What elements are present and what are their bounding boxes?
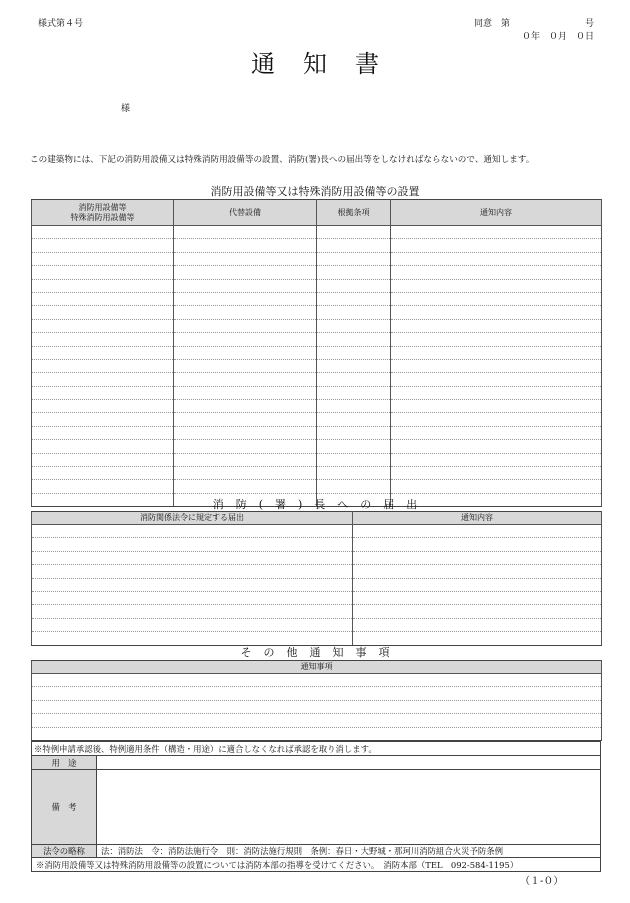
section3-title: その他通知事項	[240, 646, 402, 659]
usage-field[interactable]	[96, 755, 600, 769]
table-row	[32, 467, 602, 480]
table-cell[interactable]	[391, 426, 602, 439]
table-cell[interactable]	[317, 306, 391, 319]
table-cell[interactable]	[32, 239, 174, 252]
table-cell[interactable]	[391, 373, 602, 386]
table-cell[interactable]	[391, 292, 602, 305]
table-cell[interactable]	[391, 346, 602, 359]
table-cell[interactable]	[391, 413, 602, 426]
col-header-notification: 消防関係法令に規定する届出	[32, 512, 353, 525]
col-header-equipment: 消防用設備等 特殊消防用設備等	[32, 200, 174, 226]
table-cell[interactable]	[317, 333, 391, 346]
table-row	[32, 578, 602, 591]
col-header-alternative: 代替設備	[174, 200, 317, 226]
table-cell[interactable]	[174, 333, 317, 346]
table-row	[32, 266, 602, 279]
table-cell[interactable]	[391, 266, 602, 279]
table-row	[32, 333, 602, 346]
table-cell[interactable]	[391, 386, 602, 399]
abbrev-text: 法：消防法 令：消防法施行令 則：消防法施行規則 条例：春日・大野城・那珂川消防組合火災予防条例	[96, 844, 600, 857]
table-cell[interactable]	[353, 578, 602, 591]
table-cell[interactable]	[317, 346, 391, 359]
table-cell[interactable]	[317, 239, 391, 252]
table-cell[interactable]	[32, 386, 174, 399]
table-cell[interactable]	[353, 618, 602, 631]
table-cell[interactable]	[32, 467, 174, 480]
table-row	[32, 386, 602, 399]
special-approval-note: ※特例申請承認後、特例適用条件（構造・用途）に適合しなくなれば承認を取り消します。	[34, 743, 377, 754]
table-cell[interactable]	[353, 632, 602, 645]
table-row	[32, 373, 602, 386]
guidance-text: ※消防用設備等又は特殊消防用設備等の設置については消防本部の指導を受けてください。 消防本部（TEL 092-584-1195）	[32, 857, 600, 871]
equipment-table	[31, 199, 602, 507]
table-row	[32, 591, 602, 604]
remarks-label: 備 考	[32, 769, 96, 844]
table-cell[interactable]	[32, 551, 353, 564]
table-row	[32, 538, 602, 551]
table-cell[interactable]	[317, 266, 391, 279]
table-cell[interactable]	[174, 239, 317, 252]
table-row	[32, 565, 602, 578]
table-cell[interactable]	[174, 319, 317, 332]
table-cell[interactable]	[174, 440, 317, 453]
table-cell[interactable]	[174, 359, 317, 372]
remarks-block	[31, 741, 601, 872]
table-cell[interactable]	[32, 252, 174, 265]
table-cell[interactable]	[391, 333, 602, 346]
table-cell[interactable]	[32, 400, 174, 413]
table-cell[interactable]	[32, 346, 174, 359]
table-row	[32, 551, 602, 564]
table-cell[interactable]	[391, 319, 602, 332]
section1-title: 消防用設備等又は特殊消防用設備等の設置	[210, 185, 420, 198]
table-cell[interactable]	[317, 440, 391, 453]
table-cell[interactable]	[391, 440, 602, 453]
table-row	[32, 400, 602, 413]
table-row	[32, 346, 602, 359]
table-cell[interactable]	[317, 292, 391, 305]
table-row	[32, 632, 602, 645]
table-cell[interactable]	[353, 551, 602, 564]
table-cell[interactable]	[32, 714, 602, 727]
table-row	[32, 453, 602, 466]
table-cell[interactable]	[32, 426, 174, 439]
table-cell[interactable]	[32, 279, 174, 292]
other-items-table	[31, 660, 602, 741]
table-row	[32, 319, 602, 332]
table-row	[32, 618, 602, 631]
table-row	[32, 292, 602, 305]
table-cell[interactable]	[174, 279, 317, 292]
table-cell[interactable]	[174, 426, 317, 439]
usage-label: 用 途	[32, 755, 96, 769]
consent-suffix: 号	[584, 19, 594, 29]
table-cell[interactable]	[32, 565, 353, 578]
table-row	[32, 525, 602, 538]
table-cell[interactable]	[317, 413, 391, 426]
table-cell[interactable]	[353, 605, 602, 618]
table-cell[interactable]	[174, 373, 317, 386]
table-cell[interactable]	[32, 538, 353, 551]
table-cell[interactable]	[174, 480, 317, 493]
table-cell[interactable]	[391, 239, 602, 252]
form-number: 様式第４号	[38, 19, 84, 29]
table-cell[interactable]	[353, 591, 602, 604]
notification-table	[31, 511, 602, 646]
table-row	[32, 426, 602, 439]
issue-date: ０年 ０月 ０日	[521, 32, 594, 42]
table-cell[interactable]	[32, 453, 174, 466]
table-cell[interactable]	[32, 727, 602, 740]
table-row	[32, 226, 602, 239]
table-row	[32, 279, 602, 292]
table-cell[interactable]	[32, 591, 353, 604]
table-row	[32, 306, 602, 319]
table-cell[interactable]	[317, 400, 391, 413]
col-header-notice-items: 通知事項	[32, 661, 602, 674]
col-header-notify-content: 通知内容	[353, 512, 602, 525]
table-cell[interactable]	[174, 386, 317, 399]
table-row	[32, 359, 602, 372]
table-cell[interactable]	[391, 400, 602, 413]
table-row	[32, 687, 602, 700]
table-cell[interactable]	[32, 674, 602, 687]
notice-text: この建築物には、下記の消防用設備又は特殊消防用設備等の設置、消防(署)長への届出等をしなければならないので、通知します。	[30, 155, 535, 165]
table-cell[interactable]	[317, 359, 391, 372]
table-cell[interactable]	[353, 538, 602, 551]
table-cell[interactable]	[391, 306, 602, 319]
table-cell[interactable]	[32, 440, 174, 453]
table-cell[interactable]	[32, 266, 174, 279]
table-cell[interactable]	[391, 480, 602, 493]
table-cell[interactable]	[32, 333, 174, 346]
addressee-honorific: 様	[121, 104, 131, 114]
table-cell[interactable]	[174, 252, 317, 265]
table-cell[interactable]	[317, 252, 391, 265]
table-cell[interactable]	[32, 306, 174, 319]
table-cell[interactable]	[32, 687, 602, 700]
table-cell[interactable]	[32, 632, 353, 645]
table-cell[interactable]	[174, 292, 317, 305]
table-cell[interactable]	[32, 292, 174, 305]
table-cell[interactable]	[174, 453, 317, 466]
table-cell[interactable]	[317, 373, 391, 386]
page-number: （１-０）	[520, 876, 564, 887]
consent-label: 同意 第	[474, 19, 511, 29]
table-cell[interactable]	[32, 373, 174, 386]
table-cell[interactable]	[391, 226, 602, 239]
table-cell[interactable]	[174, 266, 317, 279]
col-header-content: 通知内容	[391, 200, 602, 226]
table-row	[32, 714, 602, 727]
table-cell[interactable]	[32, 525, 353, 538]
table-cell[interactable]	[317, 386, 391, 399]
table-cell[interactable]	[317, 279, 391, 292]
table-cell[interactable]	[32, 319, 174, 332]
table-cell[interactable]	[174, 400, 317, 413]
table-cell[interactable]	[317, 426, 391, 439]
table-cell[interactable]	[317, 480, 391, 493]
table-cell[interactable]	[32, 578, 353, 591]
table-cell[interactable]	[32, 413, 174, 426]
page-title: 通知書	[251, 50, 407, 78]
table-cell[interactable]	[32, 480, 174, 493]
table-cell[interactable]	[317, 226, 391, 239]
table-cell[interactable]	[32, 618, 353, 631]
table-cell[interactable]	[353, 565, 602, 578]
table-cell[interactable]	[174, 226, 317, 239]
table-cell[interactable]	[32, 359, 174, 372]
table-cell[interactable]	[32, 226, 174, 239]
table-row	[32, 727, 602, 740]
table-cell[interactable]	[174, 306, 317, 319]
table-row	[32, 239, 602, 252]
table-cell[interactable]	[317, 467, 391, 480]
table-row	[32, 480, 602, 493]
abbrev-label: 法令の略称	[32, 844, 96, 857]
table-row	[32, 605, 602, 618]
table-row	[32, 674, 602, 687]
table-cell[interactable]	[353, 525, 602, 538]
table-row	[32, 700, 602, 713]
section2-title: 消防(署)長への届出	[212, 498, 430, 511]
col-header-basis: 根拠条項	[317, 200, 391, 226]
table-cell[interactable]	[391, 467, 602, 480]
table-cell[interactable]	[317, 453, 391, 466]
table-cell[interactable]	[32, 605, 353, 618]
table-cell[interactable]	[391, 279, 602, 292]
table-cell[interactable]	[391, 252, 602, 265]
table-cell[interactable]	[317, 319, 391, 332]
table-cell[interactable]	[391, 359, 602, 372]
table-cell[interactable]	[32, 700, 602, 713]
table-cell[interactable]	[391, 453, 602, 466]
table-cell[interactable]	[174, 413, 317, 426]
remarks-field[interactable]	[96, 769, 600, 844]
table-row	[32, 413, 602, 426]
table-cell[interactable]	[174, 467, 317, 480]
table-row	[32, 252, 602, 265]
table-row	[32, 440, 602, 453]
table-cell[interactable]	[174, 346, 317, 359]
